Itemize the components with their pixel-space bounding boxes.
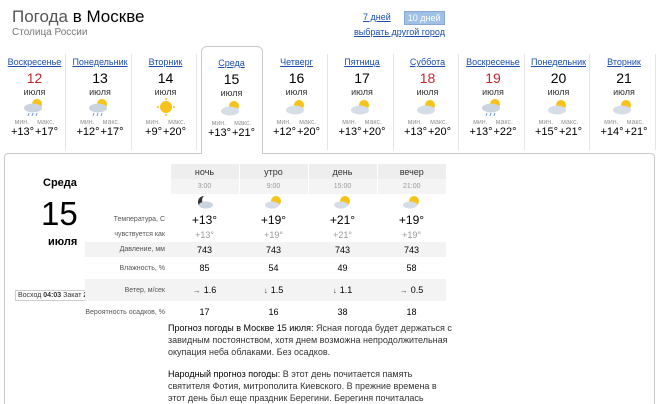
minmax-labels [397,119,458,126]
min-label: мин. [473,119,488,126]
day-month: июля [416,87,439,97]
day-name[interactable]: Суббота [409,57,446,67]
sunrise-sunset: Восход 04:03 Закат [15,290,104,301]
pressure-cell: 743 [239,242,308,257]
hourly-table [85,164,446,323]
day-card[interactable] [397,54,459,150]
day-temps [70,126,131,138]
detail-month: июля [48,236,78,248]
precip-row-label: Вероятность осадков, % [85,308,165,316]
min-temp: +13° [469,126,493,138]
time-cell: 15:00 [308,179,377,194]
max-temp: +20° [162,126,186,138]
day-month: июля [613,87,635,97]
day-temps [463,126,524,138]
day-card[interactable] [332,54,394,150]
max-label: макс. [102,119,120,126]
feels-cell: +13° [195,229,214,240]
max-label: макс. [561,119,579,126]
day-temps [135,126,196,138]
min-temp: +12° [76,126,100,138]
min-label: мин. [604,119,619,126]
day-card[interactable] [266,54,328,150]
minmax-labels [4,119,65,126]
min-label: мин. [342,119,357,126]
day-card[interactable] [201,46,263,154]
min-temp: +13° [10,126,35,138]
day-month: июля [23,87,46,97]
humidity-cell: 58 [406,263,417,273]
minmax-labels [266,119,327,126]
feels-cell: +21° [333,229,352,240]
day-temps [528,126,589,138]
temp-row-label: Температура, С [113,216,165,223]
range-10-days-tab[interactable]: 10 дней [404,11,445,25]
day-card[interactable] [135,54,197,150]
min-label: мин. [80,119,95,126]
partly-cloudy-icon [333,195,353,209]
min-temp: +13° [207,127,232,139]
partly-cloudy-icon [414,98,442,118]
page-subtitle: Столица России [12,27,88,38]
min-label: мин. [211,120,227,127]
day-card[interactable] [463,54,525,150]
day-detail-panel [4,153,655,404]
page-title: Погода в Москве [12,7,145,26]
humidity-row-label: Влажность, % [119,264,165,272]
max-temp: +20° [427,126,452,138]
period-morning: утро [239,164,308,179]
day-month: июля [154,87,177,97]
minmax-labels [463,119,524,126]
day-temps [397,126,458,138]
minmax-labels [202,120,262,127]
day-name[interactable]: Пятница [344,57,380,67]
day-month: июля [89,87,111,97]
min-label: мин. [14,119,30,126]
minmax-labels [594,119,655,126]
minmax-labels [332,119,393,126]
feels-cell: +19° [264,229,283,240]
temp-cell: +19° [260,212,287,227]
period-day: день [308,164,377,179]
range-tabs [360,11,445,25]
max-label: макс. [430,119,448,126]
day-name[interactable]: Среда [218,58,245,68]
day-month: июля [220,88,243,98]
partly-cloudy-icon [610,98,638,118]
min-label: мин. [538,119,554,126]
wind-cell: → 0.5 [377,279,446,301]
day-number: 15 [223,71,240,87]
detail-day-number: 15 [41,195,78,232]
max-label: макс. [626,119,644,126]
day-number: 14 [157,70,174,86]
min-temp: +9° [145,126,162,138]
pressure-row-label: Давление, мм [85,242,170,257]
temp-cell: +21° [329,212,356,227]
feels-row-label: чувствуется как [114,231,165,238]
day-name[interactable]: Вторник [148,57,183,67]
max-label: макс. [364,119,382,126]
day-number: 12 [26,70,43,86]
partly-cloudy-icon [545,98,573,118]
min-label: мин. [407,119,423,126]
day-temps [594,126,655,138]
precip-cell: 17 [199,307,210,317]
max-temp: +22° [493,126,517,138]
wind-direction-icon: ↓ [332,286,337,295]
temp-cell: +13° [191,212,218,227]
min-temp: +12° [272,126,297,138]
max-label: макс. [299,119,317,126]
day-card[interactable] [528,54,590,150]
day-number: 19 [485,70,501,86]
partly-cloudy-icon [283,98,311,118]
day-name[interactable]: Понедельник [72,57,128,67]
day-number: 18 [419,70,436,86]
day-number: 16 [288,70,305,86]
day-month: июля [482,87,504,97]
wind-direction-icon: → [192,286,201,295]
max-temp: +17° [34,126,59,138]
max-temp: +21° [231,127,256,139]
day-number: 17 [354,70,370,86]
min-label: мин. [145,119,161,126]
rain-cloud-icon [86,98,114,118]
day-temps [4,126,65,138]
min-temp: +15° [534,126,559,138]
moon-cloud-icon [196,195,214,209]
time-cell: 3:00 [170,179,239,194]
wind-cell: → 1.6 [170,279,239,301]
time-cell: 21:00 [377,179,446,194]
pressure-cell: 743 [308,242,377,257]
min-temp: +13° [403,126,428,138]
day-number: 21 [616,70,632,86]
period-night: ночь [170,164,239,179]
pressure-cell: 743 [377,242,446,257]
day-number: 13 [92,70,108,86]
precip-cell: 18 [406,307,417,317]
day-temps [332,126,393,138]
wind-direction-icon: → [399,286,408,295]
max-label: макс. [168,119,186,126]
wind-row-label: Ветер, м/сек [85,279,170,301]
precip-cell: 38 [337,307,348,317]
day-month: июля [547,87,570,97]
partly-cloudy-icon [264,195,284,209]
humidity-cell: 49 [337,263,348,273]
partly-cloudy-icon [348,98,376,118]
max-temp: +20° [362,126,386,138]
wind-direction-icon: ↓ [263,286,268,295]
max-temp: +21° [558,126,583,138]
partly-cloudy-icon [218,99,246,119]
minmax-labels [528,119,589,126]
day-number: 20 [550,70,567,86]
rain-cloud-icon [21,98,49,118]
humidity-cell: 54 [268,263,279,273]
minmax-labels [70,119,131,126]
minmax-labels [135,119,196,126]
wind-cell: ↓ 1.5 [239,279,308,301]
day-card[interactable] [594,54,656,150]
time-cell: 9:00 [239,179,308,194]
wind-cell: ↓ 1.1 [308,279,377,301]
min-label: мин. [276,119,292,126]
day-name[interactable]: Воскресенье [466,57,520,67]
sun-icon [152,98,180,118]
temp-cell: +19° [398,212,425,227]
max-temp: +20° [296,126,321,138]
pressure-cell: 743 [170,242,239,257]
humidity-cell: 85 [199,263,210,273]
max-label: макс. [234,120,252,127]
max-temp: +17° [100,126,124,138]
day-name[interactable]: Четверг [280,57,313,67]
partly-cloudy-icon [402,195,422,209]
day-month: июля [351,87,373,97]
min-temp: +13° [338,126,362,138]
day-name[interactable]: Вторник [607,57,641,67]
day-name[interactable]: Воскресенье [7,57,62,67]
day-name[interactable]: Понедельник [530,57,587,67]
day-temps [202,127,262,139]
folk-forecast-text: Народный прогноз погоды: В этот день почитается память святителя Фотия, митрополита Киевского. В прежние времена в этот день был еще праздник Берегини. Берегиня почиталась [168,369,437,403]
range-7-days-tab[interactable]: 7 дней [363,12,391,22]
day-month: июля [285,87,308,97]
day-temps [266,126,327,138]
day-strip [4,46,659,150]
min-temp: +14° [600,126,624,138]
choose-city-link[interactable]: выбрать другой город [354,27,445,37]
day-card[interactable] [70,54,132,150]
feels-cell: +19° [402,229,421,240]
period-evening: вечер [377,164,446,179]
detail-day-of-week: Среда [43,177,77,189]
forecast-text: Прогноз погоды в Москве 15 июля: Ясная погода будет держаться с завидным постоянством, хотя днем возможна непродолжительная окупация неба облаками. Без осадков. [168,323,452,357]
max-label: макс. [495,119,513,126]
precip-cell: 16 [268,307,279,317]
max-label: макс. [37,119,55,126]
max-temp: +21° [624,126,648,138]
day-card[interactable] [4,54,66,150]
rain-cloud-icon [479,98,507,118]
